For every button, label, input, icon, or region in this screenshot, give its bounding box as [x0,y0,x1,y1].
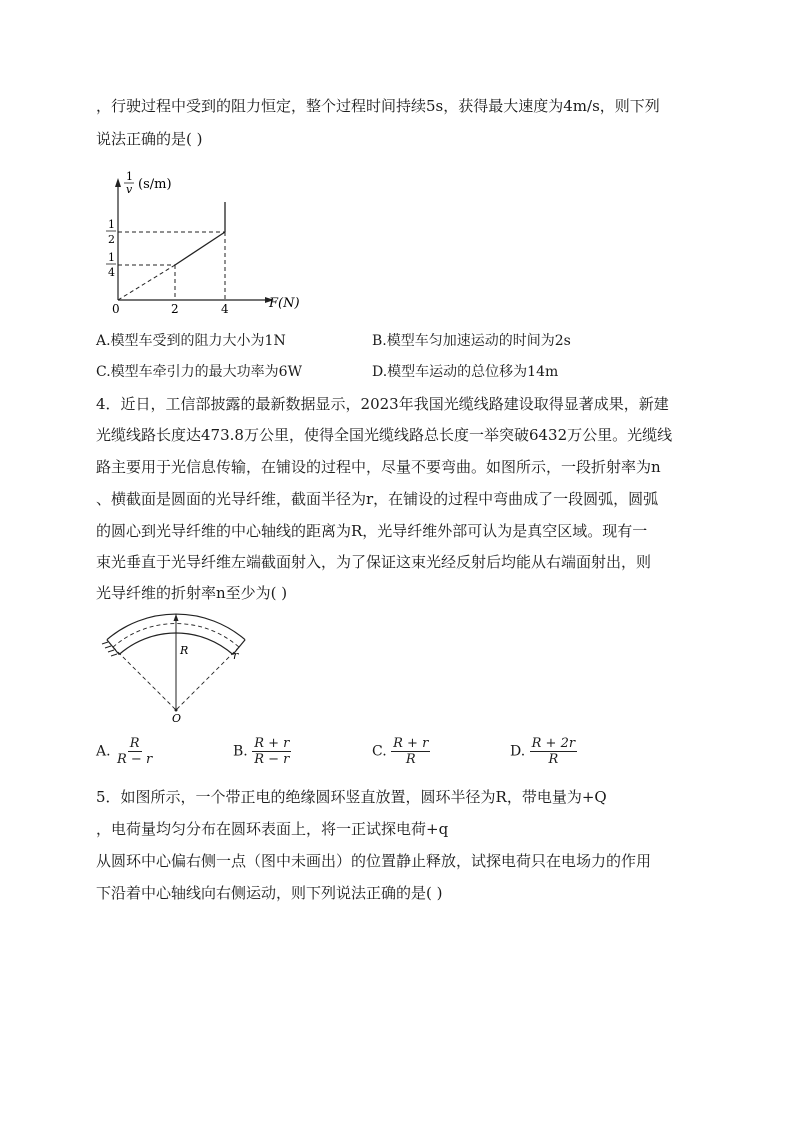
q4-line-7: 光导纤维的折射率n至少为( ) [96,584,288,602]
q4-line-2: 光缆线路长度达473.8万公里，使得全国光缆线路总长度一举突破6432万公里。光缆线 [96,426,673,444]
q3-x-origin: 0 [112,302,120,316]
q4-option-b[interactable] [233,736,291,767]
q3-graph [100,168,300,318]
q4-line-5: 的圆心到光导纤维的中心轴线的距离为R，光导纤维外部可认为是真空区域。现有一 [96,522,648,540]
q3-xtick-4: 4 [221,302,229,316]
q3-ytick-quarter-num: 1 [108,251,115,264]
q4-option-c[interactable] [372,736,430,767]
q4-option-d-num: R + 2r [531,736,576,751]
q4-fiber-figure [96,604,256,726]
q4-option-c-fraction [391,736,430,767]
q4-option-a-prefix: A. [96,743,111,760]
q4-option-c-num: R + r [393,736,429,751]
q5-line-1: 5．如图所示，一个带正电的绝缘圆环竖直放置，圆环半径为R，带电量为+Q [96,788,607,806]
q3-graph-line [175,232,225,265]
q3-ytick-half-num: 1 [108,218,115,231]
q4-option-b-num: R + r [254,736,290,751]
q4-option-d[interactable] [510,736,577,767]
q4-option-c-prefix: C. [372,743,387,760]
q3-ylabel-num: 1 [126,170,133,183]
q4-option-a[interactable] [96,736,154,767]
q3-xlabel: F(N) [269,296,300,311]
q5-line-3: 从圆环中心偏右侧一点（图中未画出）的位置静止释放，试探电荷只在电场力的作用 [96,852,652,870]
q4-option-d-den: R [548,752,559,767]
q3-option-d[interactable]: D.模型车运动的总位移为14m [372,364,559,380]
q4-option-b-prefix: B. [233,743,248,760]
q3-stem-line-2: 说法正确的是( ) [96,130,203,148]
q3-ylabel-unit: (s/m) [138,177,172,192]
q3-ylabel-den: v [126,183,133,196]
q4-label-r: r [233,649,239,662]
q4-option-c-den: R [405,752,416,767]
q4-option-d-prefix: D. [510,743,526,760]
q4-option-b-den: R − r [254,752,290,767]
q4-option-a-num: R [129,736,140,751]
q4-line-4: 、横截面是圆面的光导纤维，截面半径为r，在铺设的过程中弯曲成了一段圆弧，圆弧 [96,490,659,508]
q5-line-4: 下沿着中心轴线向右侧运动，则下列说法正确的是( ) [96,884,443,902]
q4-label-O: O [172,712,182,725]
q3-y-axis-arrow [115,178,121,187]
q4-option-b-fraction [252,736,291,767]
q4-line-6: 束光垂直于光导纤维左端截面射入，为了保证这束光经反射后均能从右端面射出，则 [96,553,652,571]
q3-option-c[interactable]: C.模型车牵引力的最大功率为6W [96,364,302,380]
q4-line-3: 路主要用于光信息传输，在铺设的过程中，尽量不要弯曲。如图所示，一段折射率为n [96,458,661,476]
q5-line-2: ，电荷量均匀分布在圆环表面上，将一正试探电荷+q [96,820,449,838]
q4-label-R: R [180,644,189,657]
q4-option-d-fraction [530,736,577,767]
q3-ytick-half-den: 2 [108,233,115,246]
q4-line-1: 4．近日，工信部披露的最新数据显示，2023年我国光缆线路建设取得显著成果，新建 [96,395,669,413]
q3-option-b[interactable]: B.模型车匀加速运动的时间为2s [372,333,571,349]
q3-stem-line-1: ，行驶过程中受到的阻力恒定，整个过程时间持续5s，获得最大速度为4m/s，则下列 [96,97,660,115]
q3-option-a[interactable]: A.模型车受到的阻力大小为1N [96,333,286,349]
q4-option-a-fraction [115,736,154,767]
q4-option-a-den: R − r [117,752,153,767]
q3-xtick-2: 2 [171,302,179,316]
q3-ytick-quarter-den: 4 [108,266,115,279]
